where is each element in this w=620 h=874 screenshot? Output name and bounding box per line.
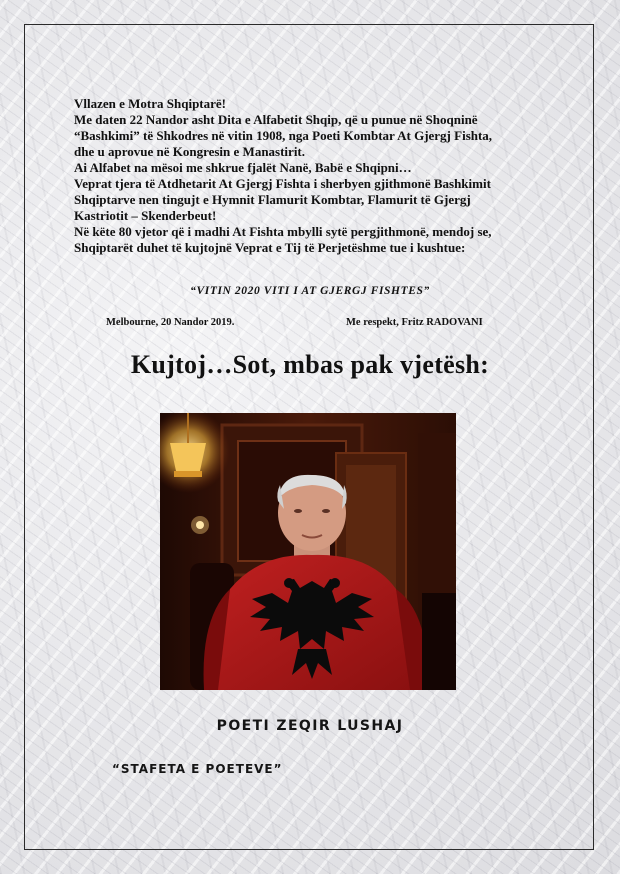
letter-line: Shqiptarët duhet të kujtojnë Veprat e Tij të Perjetëshme tue i kushtue: bbox=[74, 240, 466, 255]
letter-line: Shqiptarve nen tingujt e Hymnit Flamurit Kombtar, Flamurit të Gjergj bbox=[74, 192, 471, 207]
page-headline: Kujtoj…Sot, mbas pak vjetësh: bbox=[130, 350, 490, 379]
letter-greeting: Vllazen e Motra Shqiptarë! bbox=[74, 96, 227, 111]
letter-line: Kastriotit – Skenderbeut! bbox=[74, 208, 217, 223]
place-date: Melbourne, 20 Nandor 2019. bbox=[106, 317, 235, 328]
letter-line: Në këte 80 vjetor që i madhi At Fishta mbylli sytë pergjithmonë, mendoj se, bbox=[74, 224, 492, 239]
signature: Me respekt, Fritz RADOVANI bbox=[346, 317, 483, 328]
letter-line: dhe u aprovue në Kongresin e Manastirit. bbox=[74, 144, 306, 159]
letter-line: Me daten 22 Nandor asht Dita e Alfabetit Shqip, që u punue në Shoqninë bbox=[74, 112, 478, 127]
letter-line: Veprat tjera të Atdhetarit At Gjergj Fishta i sherbyen gjithmonë Bashkimit bbox=[74, 176, 491, 191]
portrait-photo bbox=[160, 413, 456, 690]
year-slogan: “VITIN 2020 VITI I AT GJERGJ FISHTES” bbox=[190, 285, 430, 297]
relay-title: “STAFETA E POETEVE” bbox=[112, 762, 283, 776]
letter-body bbox=[74, 96, 554, 256]
letter-line: Ai Alfabet na mësoi me shkrue fjalët Nanë, Babë e Shqipni… bbox=[74, 160, 412, 175]
poet-name: POETI ZEQIR LUSHAJ bbox=[216, 718, 404, 734]
letter-line: “Bashkimi” të Shkodres në vitin 1908, nga Poeti Kombtar At Gjergj Fishta, bbox=[74, 128, 493, 143]
